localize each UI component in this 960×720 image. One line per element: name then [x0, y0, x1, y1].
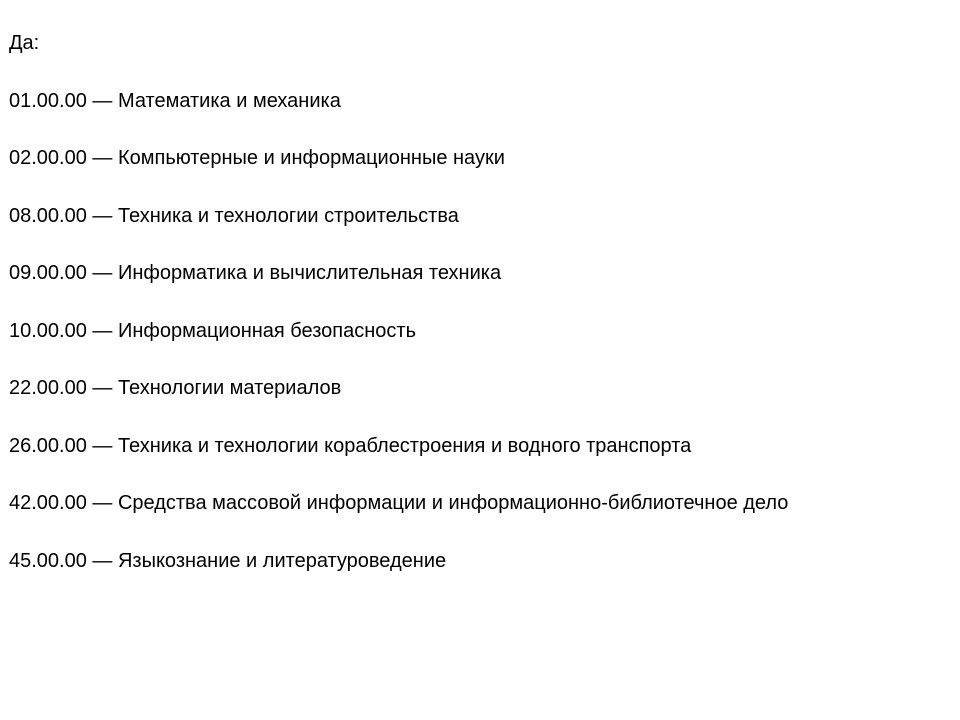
list-item: 02.00.00 — Компьютерные и информационные науки [9, 147, 505, 169]
list-item: 09.00.00 — Информатика и вычислительная техника [9, 262, 502, 284]
list-item: 45.00.00 — Языкознание и литературоведение [9, 549, 447, 572]
list-item: 22.00.00 — Технологии материалов [9, 377, 342, 399]
text-block [9, 31, 954, 606]
list-item: 01.00.00 — Математика и механика [9, 89, 341, 112]
list-item: 10.00.00 — Информационная безопасность [9, 319, 416, 342]
intro-text: Да: [9, 32, 40, 54]
list-item: 08.00.00 — Техника и технологии строительства [9, 204, 459, 227]
list-item: 42.00.00 — Средства массовой информации и информационно-библиотечное дело [9, 492, 789, 514]
list-item: 26.00.00 — Техника и технологии кораблестроения и водного транспорта [9, 434, 692, 457]
